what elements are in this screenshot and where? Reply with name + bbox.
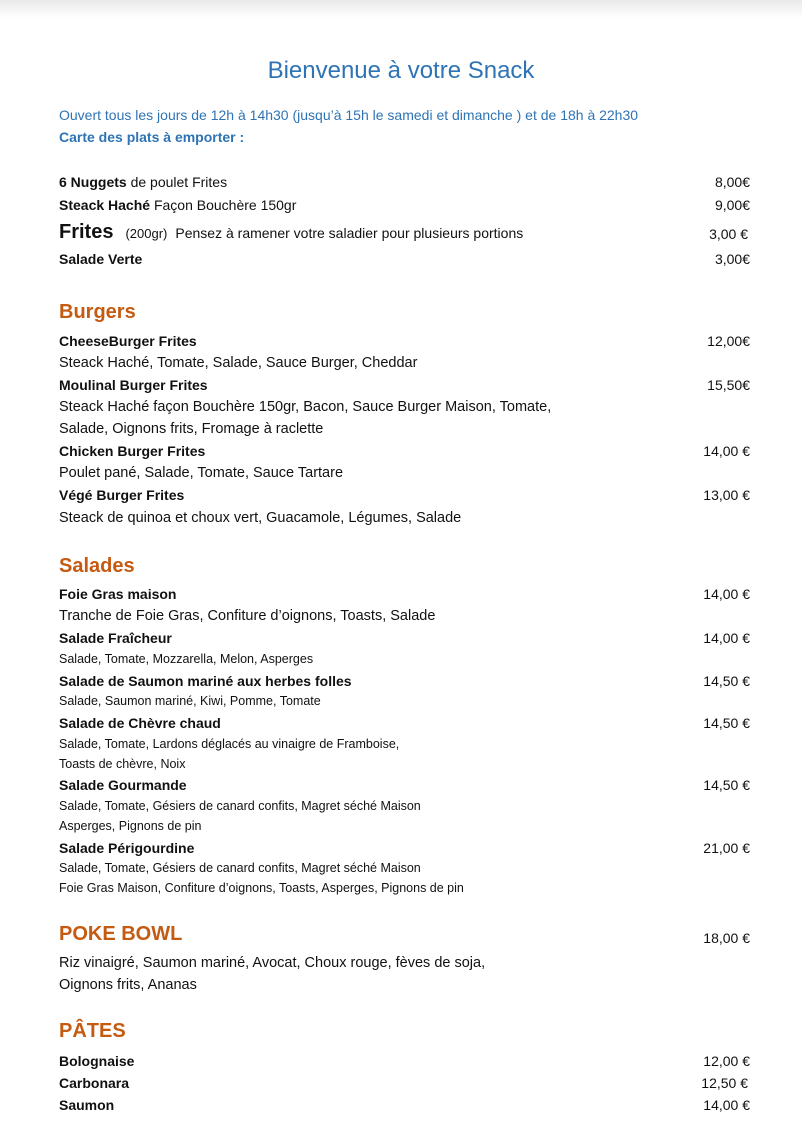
- menu-item-desc: Salade, Tomate, Gésiers de canard confits, Magret séché Maison: [59, 799, 421, 813]
- menu-item-desc: Steack Haché, Tomate, Salade, Sauce Burger, Cheddar: [59, 355, 418, 371]
- menu-item-price: 12,50 €: [701, 1075, 748, 1091]
- menu-item-price: 12,00 €: [703, 1053, 750, 1069]
- carte-heading: Carte des plats à emporter :: [59, 129, 245, 145]
- menu-item-desc: Salade, Oignons frits, Fromage à raclette: [59, 421, 324, 437]
- menu-item-desc: Salade, Saumon mariné, Kiwi, Pomme, Tomate: [59, 694, 321, 708]
- menu-item-price: 14,00 €: [703, 586, 750, 602]
- price-salade-verte: 3,00€: [714, 251, 750, 267]
- menu-item-frites: Frites (200gr) Pensez à ramener votre saladier pour plusieurs portions: [59, 221, 524, 243]
- menu-item-desc: Steack de quinoa et choux vert, Guacamole, Légumes, Salade: [59, 510, 462, 526]
- menu-item-price: 15,50€: [707, 377, 750, 393]
- menu-item-name: CheeseBurger Frites: [59, 333, 197, 349]
- page-title: Bienvenue à votre Snack: [267, 57, 535, 84]
- menu-item-nuggets: 6 Nuggets de poulet Frites: [59, 174, 228, 190]
- menu-item-price: 14,00 €: [703, 443, 750, 459]
- menu-item-price: 21,00 €: [703, 840, 750, 856]
- menu-item-name: Carbonara: [59, 1075, 130, 1091]
- menu-item-name: Foie Gras maison: [59, 586, 177, 602]
- menu-item-desc: Steack Haché façon Bouchère 150gr, Bacon, Sauce Burger Maison, Tomate,: [59, 399, 552, 415]
- section-heading-salades: Salades: [59, 555, 135, 577]
- menu-item-name: Salade de Chèvre chaud: [59, 715, 221, 731]
- menu-item-desc: Salade, Tomate, Mozzarella, Melon, Asperges: [59, 652, 314, 666]
- menu-item-price: 12,00€: [707, 333, 750, 349]
- menu-item-desc: Foie Gras Maison, Confiture d’oignons, Toasts, Asperges, Pignons de pin: [59, 881, 464, 895]
- menu-item-steack: Steack Haché Façon Bouchère 150gr: [59, 197, 297, 213]
- page-top-shadow: [0, 0, 802, 18]
- menu-item-price: 14,00 €: [703, 1097, 750, 1113]
- menu-item-price: 14,50 €: [703, 673, 750, 689]
- menu-item-name: Saumon: [59, 1097, 115, 1113]
- menu-item-desc: Salade, Tomate, Gésiers de canard confits, Magret séché Maison: [59, 861, 421, 875]
- section-heading-pates: PÂTES: [59, 1020, 126, 1042]
- menu-item-price: 14,50 €: [703, 777, 750, 793]
- menu-item-name: Salade Gourmande: [59, 777, 187, 793]
- price-nuggets: 8,00€: [714, 174, 750, 190]
- menu-item-price: 14,00 €: [703, 630, 750, 646]
- poke-bowl-desc: Riz vinaigré, Saumon mariné, Avocat, Choux rouge, fèves de soja,: [59, 955, 486, 971]
- menu-item-name: Végé Burger Frites: [59, 487, 185, 503]
- menu-item-name: Moulinal Burger Frites: [59, 377, 208, 393]
- menu-item-salade-verte: Salade Verte: [59, 251, 143, 267]
- poke-bowl-desc: Oignons frits, Ananas: [59, 977, 197, 993]
- price-poke-bowl: 18,00 €: [703, 930, 750, 946]
- menu-item-price: 13,00 €: [703, 487, 750, 503]
- menu-item-desc: Salade, Tomate, Lardons déglacés au vinaigre de Framboise,: [59, 737, 400, 751]
- menu-item-name: Salade Périgourdine: [59, 840, 195, 856]
- menu-item-name: Chicken Burger Frites: [59, 443, 206, 459]
- menu-item-name: Salade de Saumon mariné aux herbes folles: [59, 673, 352, 689]
- price-frites: 3,00 €: [709, 226, 748, 242]
- menu-item-price: 14,50 €: [703, 715, 750, 731]
- menu-item-name: Salade Fraîcheur: [59, 630, 172, 646]
- menu-item-name: Bolognaise: [59, 1053, 135, 1069]
- menu-item-desc: Toasts de chèvre, Noix: [59, 757, 186, 771]
- menu-item-desc: Poulet pané, Salade, Tomate, Sauce Tartare: [59, 465, 344, 481]
- price-steack: 9,00€: [714, 197, 750, 213]
- opening-hours: Ouvert tous les jours de 12h à 14h30 (jusqu’à 15h le samedi et dimanche ) et de 18h à 22h30: [59, 107, 639, 123]
- section-heading-burgers: Burgers: [59, 301, 136, 323]
- menu-item-desc: Asperges, Pignons de pin: [59, 819, 202, 833]
- section-heading-poke-bowl: POKE BOWL: [59, 923, 183, 945]
- menu-item-desc: Tranche de Foie Gras, Confiture d’oignons, Toasts, Salade: [59, 608, 436, 624]
